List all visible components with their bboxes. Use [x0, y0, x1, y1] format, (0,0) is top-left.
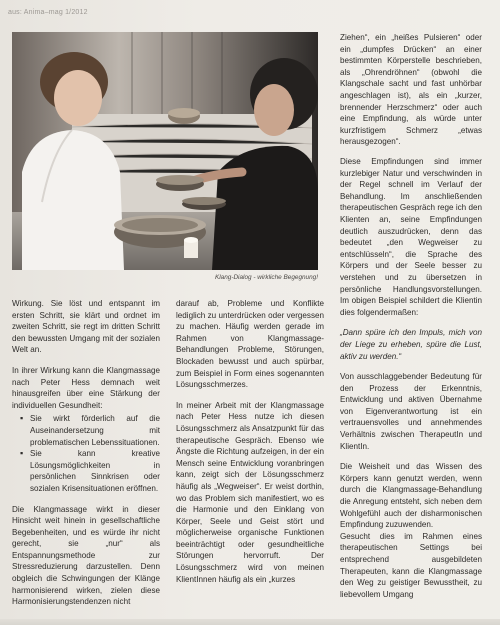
paragraph: Die Weisheit und das Wissen des Körpers kann genutzt werden, wenn durch die Klangmassage-Behandlung die Anregung entsteht, sich neben dem Wohlgefühl auch der disharmonischen Empfindung zuzuwenden.: [340, 462, 482, 530]
paragraph: Diese Empfindungen sind immer kurzlebiger Natur und verschwinden in der Regel schnell im Verlauf der Behandlung. Im anschließenden therapeutischen Gespräch rege ich den Klienten an, seine Empfindungen deutlich auszudrücken, denn das bedeutet „den Wegweiser zu entschlüsseln“, die Sprache des Körpers und der Seele besser zu verstehen und zu übersetzen in persönliche Handlungsvorstellungen. Im obigen Beispiel schildert die Klientin dies folgendermaßen:: [340, 157, 482, 317]
column-right-top: [340, 32, 482, 157]
column-left: [12, 298, 160, 617]
paragraph: In meiner Arbeit mit der Klangmassage nach Peter Hess nutze ich diesen Lösungsschmerz als Ansatzpunkt für das therapeutische Gespräch. Ebenso wie Ängste die Richtung aufzeigen, in der ein Mensch seine Entwicklung voranbringen kann, zeigt sich der Lösungsschmerz häufig als „Wegweiser“. Er weist dorthin, wo das Problem sich manifestiert, wo es die Harmonie und den Einklang von Körper, Seele und Geist stört und möglicherweise organische Funktionen beeinträchtigt oder gesundheitliche Störungen hervorruft. Der Lösungsschmerz wird von meinen KlientInnen häufig als ein „kurzes: [176, 400, 324, 584]
page-bottom-edge: [0, 619, 500, 625]
column-right-bottom: [340, 156, 482, 609]
photo-illustration: [12, 32, 318, 270]
photo-klang-dialog: [12, 32, 318, 270]
bullet-list: [12, 413, 160, 494]
column-middle: [176, 298, 324, 594]
paragraph: darauf ab, Probleme und Konflikte lediglich zu unterdrücken oder vergessen zu machen. Häufig werden gerade im Rahmen von Klangmassage-Behandlungen Probleme, Störungen, Blockaden bewusst und auch spürbar, zum Beispiel in Form eines sogenannten Lösungsschmerzes.: [176, 299, 324, 390]
paragraph: Ziehen“, ein „heißes Pulsieren“ oder ein „dumpfes Drücken“ an einer bestimmten Körperstelle beschrieben, als „Ohrendröhnen“ (obwohl die Klangschale sacht und fast unhörbar angeschlagen ist), als ein „kurzer, brennender Herzschmerz“ oder auch eine Empfindung, als würde unter kurzfristigem Schmerz „etwas herausgezogen“.: [340, 33, 482, 147]
list-item: ▪ Sie wirkt förderlich auf die Auseinandersetzung mit problematischen Lebenssituationen.: [22, 413, 160, 448]
paragraph: Die Klangmassage wirkt in dieser Hinsicht weit hinein in gesellschaftliche Begebenheiten, und es würde ihr nicht gerecht, sie „nur“ als Entspannungsmethode zur Stressreduzierung darzustellen. Denn obgleich die Schwingungen der Klänge harmonisierend wirken, zielen diese Harmonisierungstendenzen nicht: [12, 504, 160, 607]
paragraph: In ihrer Wirkung kann die Klangmassage nach Peter Hess demnach weit hinausgreifen über eine Stärkung der individuellen Gesundheit:: [12, 365, 160, 410]
list-item: ▪ Sie kann kreative Lösungsmöglichkeiten in persönlichen Sinnkrisen oder sozialen Krisensituationen eröffnen.: [22, 448, 160, 494]
client-quote: „Dann spüre ich den Impuls, mich von der Liege zu erheben, spüre die Lust, aktiv zu werden.“: [340, 328, 482, 361]
page-header: aus: Anima–mag 1/2012: [8, 9, 88, 16]
paragraph: Von ausschlaggebender Bedeutung für den Prozess der Erkenntnis, Entwicklung und aktiven Übernahme von Eigenverantwortung ist ein vertrauensvolles und annehmendes Verhältnis zwischen TherapeutIn und KlientIn.: [340, 372, 482, 451]
photo-caption: Klang-Dialog - wirkliche Begegnung!: [214, 274, 318, 281]
paragraph: Wirkung. Sie löst und entspannt im ersten Schritt, sie klärt und ordnet im zweiten Schritt, sie regt im dritten Schritt den bewussten Umgang mit der sozialen Welt an.: [12, 299, 160, 355]
paragraph: Gesucht dies im Rahmen eines therapeutischen Settings bei entsprechend ausgebildeten Therapeuten, kann die Klangmassage den Weg zu geistiger Bewusstheit, zu liebevollem Umgang: [340, 531, 482, 599]
